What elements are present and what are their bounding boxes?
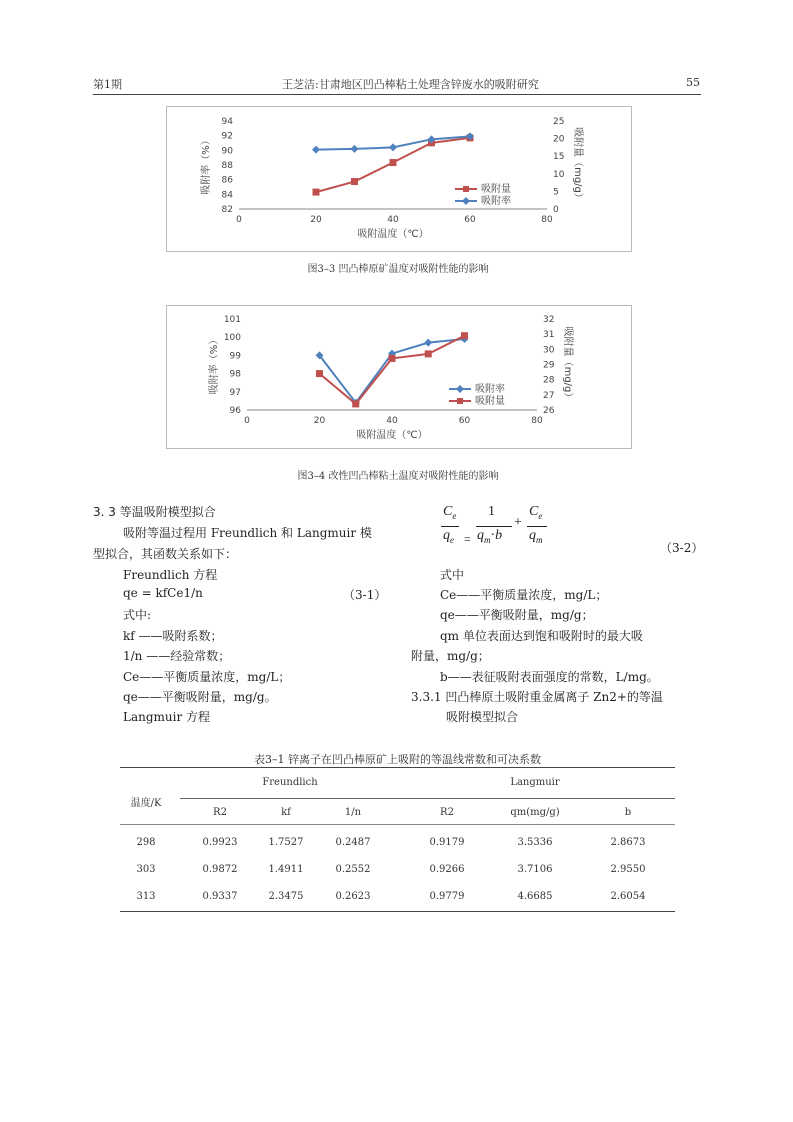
- left-axis-title: 吸附率（%）: [209, 334, 220, 395]
- table-subheader: kf: [281, 807, 291, 818]
- table-cell: 2.9550: [610, 864, 646, 875]
- equation-3-1-number: （3-1）: [343, 588, 387, 602]
- table-group-rule: [180, 798, 675, 799]
- left-tick-label: 94: [221, 117, 233, 127]
- legend-marker: [462, 197, 470, 205]
- right-tick-label: 0: [553, 205, 559, 215]
- table-cell: 0.9872: [202, 864, 238, 875]
- table-3-1-caption: 表3–1 锌离子在凹凸棒原矿上吸附的等温线常数和可决系数: [254, 753, 541, 766]
- section-heading: 3. 3 等温吸附模型拟合: [93, 505, 216, 519]
- x-tick-label: 20: [313, 416, 326, 426]
- table-header-rule: [120, 824, 675, 825]
- x-tick-label: 40: [387, 215, 399, 225]
- left-tick-label: 100: [223, 333, 241, 344]
- left-tick-label: 101: [223, 315, 241, 325]
- data-point-diamond: [312, 146, 320, 154]
- x-tick-label: 60: [458, 416, 471, 426]
- left-tick-label: 92: [221, 131, 233, 142]
- table-cell: 2.3475: [268, 891, 304, 902]
- x-tick-label: 80: [531, 416, 543, 426]
- page-number: 55: [686, 76, 700, 89]
- table-cell: 0.2623: [335, 891, 371, 902]
- definition-kf: kf ——吸附系数；: [123, 629, 223, 643]
- table-subheader: R2: [213, 807, 227, 818]
- definition-qe: qe——平衡吸附量，mg/g。: [123, 690, 277, 704]
- series-line: [320, 336, 465, 404]
- x-tick-label: 40: [386, 416, 398, 426]
- x-tick-label: 80: [541, 215, 553, 225]
- table-cell: 3.7106: [517, 864, 553, 875]
- table-subheader: qm(mg/g): [510, 807, 560, 818]
- table-cell: 0.9923: [202, 837, 238, 848]
- figure-3-4: [166, 305, 632, 449]
- table-cell: 0.9779: [429, 891, 465, 902]
- table-group-freundlich: Freundlich: [262, 777, 318, 788]
- right-axis-title: 吸附量（mg/g）: [572, 127, 583, 203]
- running-title: 王芝洁:甘肃地区凹凸棒粘土处理含锌废水的吸附研究: [282, 78, 539, 91]
- definition-b: b——表征吸附表面强度的常数，L/mg。: [440, 670, 659, 684]
- formula-one: 1: [488, 504, 495, 519]
- header-rule: [93, 94, 701, 95]
- formula-ce-num-2: $C_e$: [529, 504, 543, 521]
- data-point-diamond: [424, 339, 432, 347]
- chart-3-3: [167, 107, 631, 251]
- right-tick-label: 31: [543, 330, 555, 341]
- where-label-2: 式中: [440, 568, 465, 582]
- left-tick-label: 96: [229, 406, 241, 416]
- table-cell: 0.9337: [202, 891, 238, 902]
- table-cell: 0.9179: [429, 837, 465, 848]
- right-axis-title: 吸附量（mg/g）: [562, 326, 573, 403]
- langmuir-title: Langmuir 方程: [123, 710, 211, 724]
- data-point-square: [313, 189, 320, 196]
- x-axis-title: 吸附温度（℃）: [357, 229, 429, 240]
- right-tick-label: 29: [543, 360, 555, 371]
- figure-3-3: [166, 106, 632, 252]
- chart-3-4: [167, 306, 631, 448]
- right-tick-label: 20: [553, 134, 565, 145]
- table-cell: 1.7527: [268, 837, 304, 848]
- data-point-square: [352, 400, 359, 407]
- freundlich-equation: qe = kfCe1/n: [123, 586, 203, 600]
- data-point-square: [351, 178, 358, 185]
- left-tick-label: 86: [221, 175, 233, 186]
- data-point-diamond: [389, 143, 397, 151]
- legend-marker: [457, 398, 463, 404]
- data-point-diamond: [351, 145, 359, 153]
- left-tick-label: 97: [229, 387, 241, 398]
- table-cell: 1.4911: [268, 864, 304, 875]
- right-tick-label: 5: [553, 187, 559, 198]
- series-line: [320, 339, 465, 403]
- right-tick-label: 25: [553, 117, 565, 127]
- left-tick-label: 98: [229, 369, 241, 380]
- journal-issue: 第1期: [93, 78, 122, 91]
- left-tick-label: 90: [221, 146, 233, 157]
- right-tick-label: 32: [543, 315, 555, 325]
- x-tick-label: 60: [464, 215, 476, 225]
- definition-qe-2: qe——平衡吸附量，mg/g；: [440, 608, 594, 622]
- formula-qm-b: $q_m\cdot b$: [477, 528, 503, 545]
- x-axis-title: 吸附温度（℃）: [356, 430, 428, 441]
- freundlich-title: Freundlich 方程: [123, 568, 218, 582]
- right-tick-label: 26: [543, 406, 555, 416]
- table-subheader: 1/n: [344, 807, 362, 818]
- fraction-bar-2: [476, 526, 512, 527]
- table-cell: 2.6054: [610, 891, 646, 902]
- table-cell: 2.8673: [610, 837, 646, 848]
- table-subheader: b: [624, 807, 632, 818]
- subsection-heading-line-2: 吸附模型拟合: [446, 710, 519, 724]
- table-header-temperature: 温度/K: [130, 798, 162, 809]
- table-group-langmuir: Langmuir: [510, 777, 560, 788]
- table-cell: 4.6685: [517, 891, 553, 902]
- data-point-square: [316, 370, 323, 377]
- table-subheader: R2: [440, 807, 454, 818]
- data-point-square: [425, 350, 432, 357]
- formula-qe-den: $q_e$: [443, 528, 454, 545]
- left-tick-label: 82: [221, 205, 233, 215]
- definition-ce-2: Ce——平衡质量浓度，mg/L；: [440, 588, 608, 602]
- right-tick-label: 27: [543, 390, 555, 401]
- right-tick-label: 28: [543, 375, 555, 386]
- legend-marker: [456, 385, 464, 393]
- definition-1n: 1/n ——经验常数；: [123, 649, 231, 663]
- legend-label: 吸附率: [481, 196, 511, 207]
- formula-equals: =: [464, 532, 471, 546]
- table-cell: 0.2552: [335, 864, 371, 875]
- table-cell: 0.9266: [429, 864, 465, 875]
- x-tick-label: 0: [244, 416, 250, 426]
- data-point-square: [461, 332, 468, 339]
- fraction-bar-1: [441, 526, 459, 527]
- subsection-heading-line-1: 3.3.1 凹凸棒原土吸附重金属离子 Zn2+的等温: [411, 690, 663, 704]
- right-tick-label: 30: [543, 345, 555, 356]
- legend-label: 吸附量: [481, 184, 511, 195]
- data-point-square: [390, 159, 397, 166]
- table-row-temperature: 303: [136, 864, 156, 875]
- intro-line-2: 型拟合，其函数关系如下：: [93, 547, 238, 561]
- x-tick-label: 0: [236, 215, 242, 225]
- right-tick-label: 15: [553, 152, 565, 163]
- table-cell: 3.5336: [517, 837, 553, 848]
- where-label-1: 式中:: [123, 608, 152, 622]
- fraction-bar-3: [527, 526, 547, 527]
- definition-qm-line-1: qm 单位表面达到饱和吸附时的最大吸: [440, 629, 643, 643]
- equation-3-2-number: （3-2）: [660, 541, 704, 555]
- right-tick-label: 10: [553, 169, 565, 180]
- formula-qm-den: $q_m$: [529, 528, 543, 545]
- table-row-temperature: 313: [136, 891, 156, 902]
- figure-3-3-caption: 图3–3 凹凸棒原矿温度对吸附性能的影响: [307, 264, 489, 275]
- table-row-temperature: 298: [136, 837, 156, 848]
- intro-line-1: 吸附等温过程用 Freundlich 和 Langmuir 模: [123, 526, 372, 540]
- x-tick-label: 20: [310, 215, 322, 225]
- data-point-square: [389, 355, 396, 362]
- left-tick-label: 99: [229, 351, 241, 362]
- table-cell: 0.2487: [335, 837, 371, 848]
- table-3-1: [120, 767, 675, 915]
- definition-qm-line-2: 附量，mg/g；: [411, 649, 490, 663]
- left-tick-label: 84: [221, 190, 233, 201]
- formula-ce-num: $C_e$: [443, 504, 457, 521]
- figure-3-4-caption: 图3–4 改性凹凸棒粘土温度对吸附性能的影响: [297, 471, 499, 482]
- left-axis-title: 吸附率（%）: [201, 135, 212, 195]
- left-tick-label: 88: [221, 161, 233, 171]
- legend-label: 吸附量: [475, 396, 505, 407]
- formula-plus: +: [514, 515, 522, 530]
- legend-marker: [463, 186, 469, 192]
- legend-label: 吸附率: [475, 384, 505, 395]
- definition-ce: Ce——平衡质量浓度，mg/L；: [123, 670, 291, 684]
- table-bottom-rule: [120, 911, 675, 912]
